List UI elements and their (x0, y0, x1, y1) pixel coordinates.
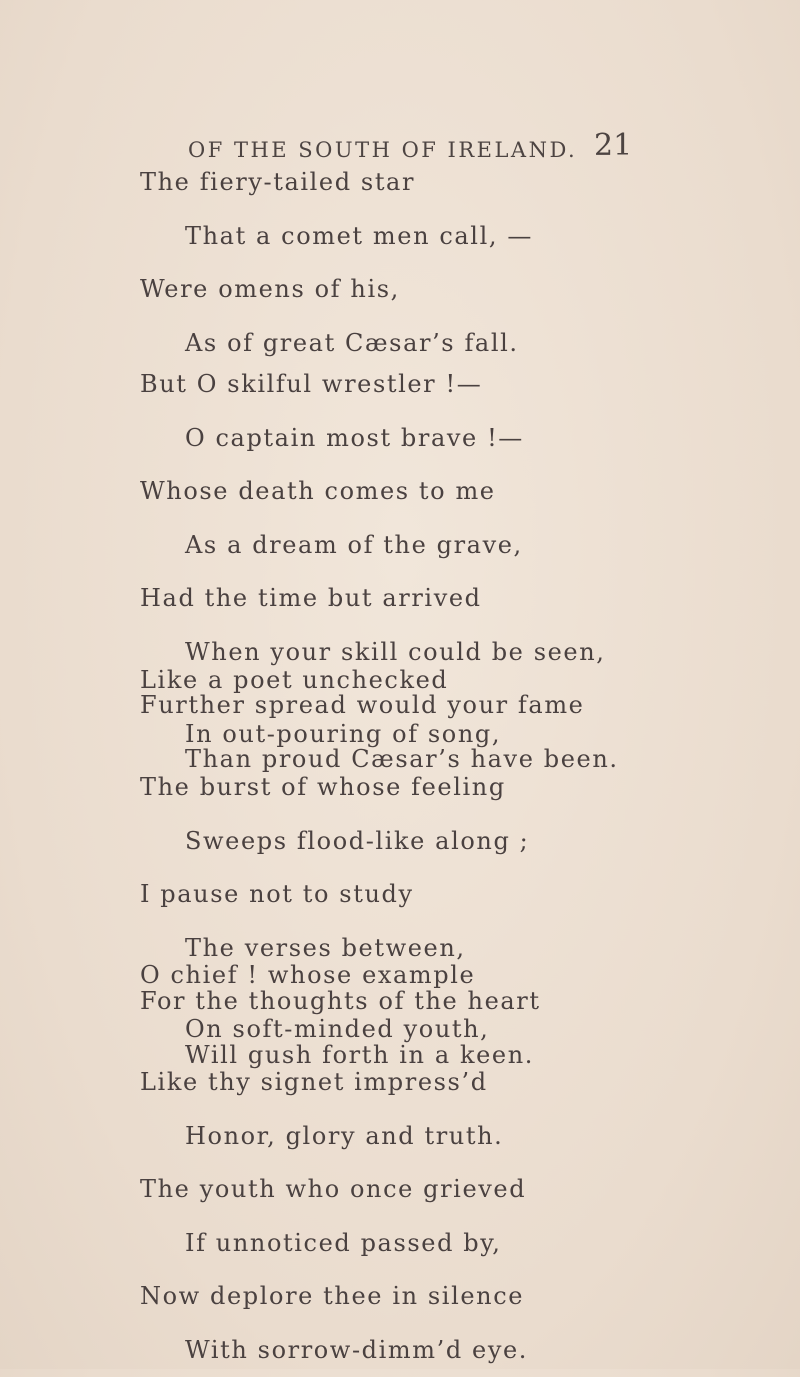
verse-line: On soft-minded youth, (140, 1003, 528, 1057)
verse-line: As of great Cæsar’s fall. (140, 317, 533, 371)
verse-line: In out-pouring of song, (140, 708, 541, 762)
verse-line: But O skilful wrestler !— (140, 358, 619, 412)
verse-line: When your skill could be seen, (140, 626, 619, 680)
verse-line: I pause not to study (140, 868, 541, 922)
verse-line: Further spread would your fame (140, 679, 619, 733)
verse-line: With sorrow-dimm’d eye. (140, 1324, 528, 1377)
verse-line: Were omens of his, (140, 263, 533, 317)
verse-line: O captain most brave !— (140, 412, 619, 466)
verse-line: That a comet men call, — (140, 210, 533, 264)
page-number: 21 (594, 128, 632, 163)
verse-line: The youth who once grieved (140, 1163, 528, 1217)
verse-line: Like a poet unchecked (140, 654, 541, 708)
verse-line: As a dream of the grave, (140, 519, 619, 573)
verse-line: Will gush forth in a keen. (140, 1029, 541, 1083)
verse-line: O chief ! whose example (140, 949, 528, 1003)
verse-line: Than proud Cæsar’s have been. (140, 733, 619, 787)
running-head: OF THE SOUTH OF IRELAND. (188, 138, 577, 162)
verse-line: Sweeps flood-like along ; (140, 815, 541, 869)
verse-line: For the thoughts of the heart (140, 975, 541, 1029)
verse-line: Whose death comes to me (140, 465, 619, 519)
verse-line: The burst of whose feeling (140, 761, 541, 815)
verse-line: If unnoticed passed by, (140, 1217, 528, 1271)
verse-line: Now deplore thee in silence (140, 1270, 528, 1324)
verse-line: The verses between, (140, 922, 541, 976)
stanza-1 (140, 156, 533, 370)
verse-line: The fiery-tailed star (140, 156, 533, 210)
verse-line: Like thy signet impress’d (140, 1056, 528, 1110)
verse-line: Honor, glory and truth. (140, 1110, 528, 1164)
verse-line: Had the time but arrived (140, 572, 619, 626)
stanza-4 (140, 949, 528, 1377)
